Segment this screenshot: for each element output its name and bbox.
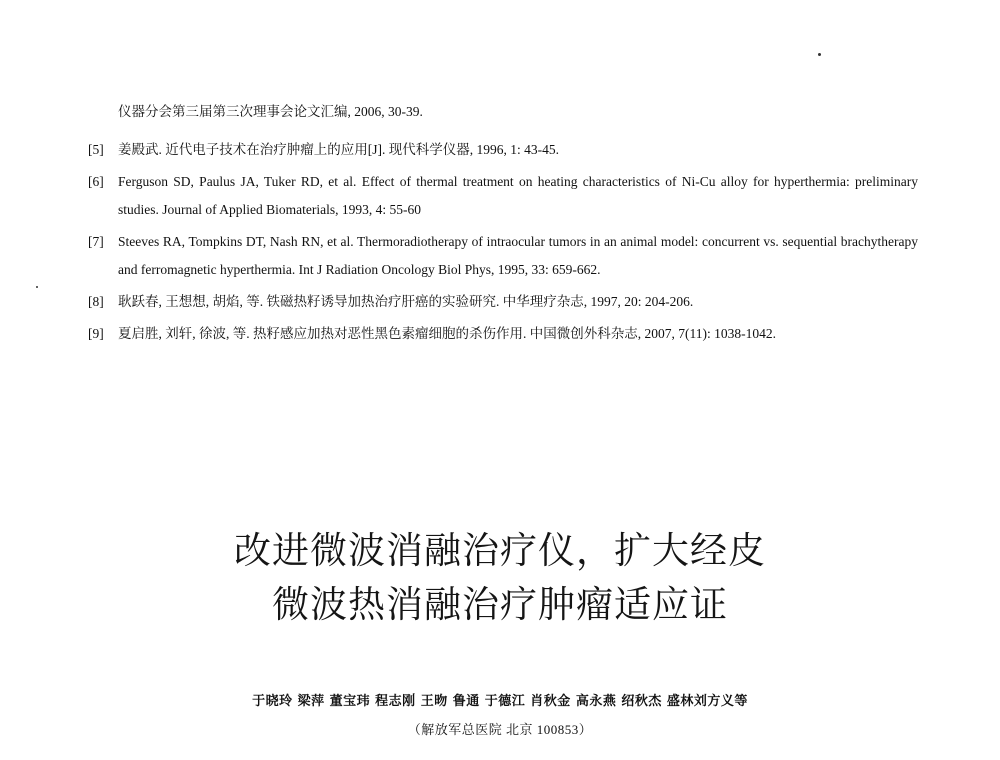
reference-number: [9] [88,326,104,341]
reference-text: Ferguson SD, Paulus JA, Tuker RD, et al. Effect of thermal treatment on heating characteristics of Ni-Cu alloy for hyperthermia: preliminary studies. Journal of Applied Biomaterials, 1993, 4: 55-60 [118,174,918,217]
scan-speck [36,286,38,288]
reference-item-5 [88,136,918,164]
reference-number: [6] [88,174,104,189]
reference-text: 耿跃春, 王想想, 胡焰, 等. 铁磁热籽诱导加热治疗肝癌的实验研究. 中华理疗杂志, 1997, 20: 204-206. [118,294,694,309]
reference-item-8 [88,288,918,316]
reference-list [88,98,918,352]
reference-text: Steeves RA, Tompkins DT, Nash RN, et al. Thermoradiotherapy of intraocular tumors in an animal model: concurrent vs. sequential brachytherapy and ferromagnetic hyperthermia. Int J Radiation Oncology Biol Phys, 1995, 33: 659-662. [118,234,918,277]
reference-text: 仪器分会第三届第三次理事会论文汇编, 2006, 30-39. [118,104,423,119]
reference-number: [8] [88,294,104,309]
reference-continuation [88,98,918,126]
reference-item-6 [88,168,918,224]
reference-item-9 [88,320,918,348]
article-authors: 于晓玲 梁萍 董宝玮 程志刚 王昒 鲁通 于德江 肖秋金 高永燕 绍秋杰 盛林刘方义等 [252,694,748,709]
reference-number: [5] [88,142,104,157]
reference-number: [7] [88,234,104,249]
scan-speck [818,53,821,56]
reference-text: 夏启胜, 刘轩, 徐波, 等. 热籽感应加热对恶性黑色素瘤细胞的杀伤作用. 中国微创外科杂志, 2007, 7(11): 1038-1042. [118,326,776,341]
article-affiliation: （解放军总医院 北京 100853） [407,722,593,737]
reference-text: 姜殿武. 近代电子技术在治疗肿瘤上的应用[J]. 现代科学仪器, 1996, 1: 43-45. [118,142,559,157]
article-title-line-2: 微波热消融治疗肿瘤适应证 [272,583,728,626]
reference-item-7 [88,228,918,284]
article-title-line-1: 改进微波消融治疗仪，扩大经皮 [234,529,766,572]
article-title [0,524,1000,632]
